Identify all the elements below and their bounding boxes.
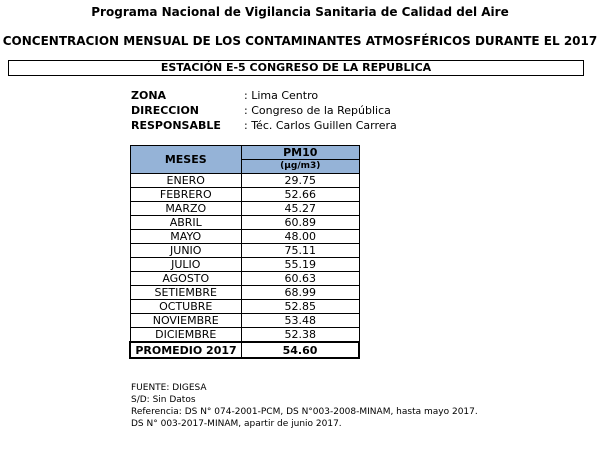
table-row [130,174,359,188]
report-subtitle: CONCENTRACION MENSUAL DE LOS CONTAMINANTES ATMOSFÉRICOS DURANTE EL 2017 [2,34,598,48]
table-row [130,314,359,328]
note-referencia-2: DS N° 003-2017-MINAM, apartir de junio 2017. [131,419,342,429]
footnotes [131,382,478,430]
month-cell: MAYO [130,230,242,244]
table-row [130,300,359,314]
month-cell: ABRIL [130,216,242,230]
pm10-value-cell: 60.63 [242,272,360,286]
table-row [130,258,359,272]
station-banner: ESTACIÓN E-5 CONGRESO DE LA REPUBLICA [8,60,584,76]
table-row [130,272,359,286]
pm10-value-cell: 68.99 [242,286,360,300]
pm10-value-cell: 52.66 [242,188,360,202]
pm10-value-cell: 53.48 [242,314,360,328]
note-fuente: FUENTE: DIGESA [131,383,207,393]
total-value: 54.60 [242,342,360,358]
responsable-label: RESPONSABLE [131,119,221,132]
zona-label: ZONA [131,89,167,102]
table-row [130,188,359,202]
table-row [130,230,359,244]
month-cell: JUNIO [130,244,242,258]
direccion-label: DIRECCION [131,104,200,117]
month-cell: AGOSTO [130,272,242,286]
table-row [130,286,359,300]
total-label: PROMEDIO 2017 [130,342,242,358]
pm10-value-cell: 48.00 [242,230,360,244]
month-cell: SETIEMBRE [130,286,242,300]
header-pm10: PM10 [242,146,360,160]
month-cell: JULIO [130,258,242,272]
pm10-value-cell: 29.75 [242,174,360,188]
pm10-value-cell: 45.27 [242,202,360,216]
pm10-value-cell: 75.11 [242,244,360,258]
month-cell: ENERO [130,174,242,188]
month-cell: DICIEMBRE [130,328,242,343]
responsable-value: : Téc. Carlos Guillen Carrera [244,119,397,132]
month-cell: FEBRERO [130,188,242,202]
table-row [130,244,359,258]
month-cell: OCTUBRE [130,300,242,314]
zona-value: : Lima Centro [244,89,319,102]
note-referencia: Referencia: DS N° 074-2001-PCM, DS N°003-2008-MINAM, hasta mayo 2017. [131,407,478,417]
header-meses: MESES [130,146,242,174]
pm10-table [129,145,360,359]
pm10-value-cell: 52.38 [242,328,360,343]
table-row [130,216,359,230]
table-row [130,202,359,216]
total-row [130,342,359,358]
program-title: Programa Nacional de Vigilancia Sanitaria de Calidad del Aire [91,5,509,19]
note-sd: S/D: Sin Datos [131,395,196,405]
table-row [130,328,359,343]
pm10-value-cell: 52.85 [242,300,360,314]
month-cell: MARZO [130,202,242,216]
pm10-value-cell: 55.19 [242,258,360,272]
header-unit: (µg/m3) [242,160,360,174]
direccion-value: : Congreso de la República [244,104,391,117]
pm10-value-cell: 60.89 [242,216,360,230]
month-cell: NOVIEMBRE [130,314,242,328]
